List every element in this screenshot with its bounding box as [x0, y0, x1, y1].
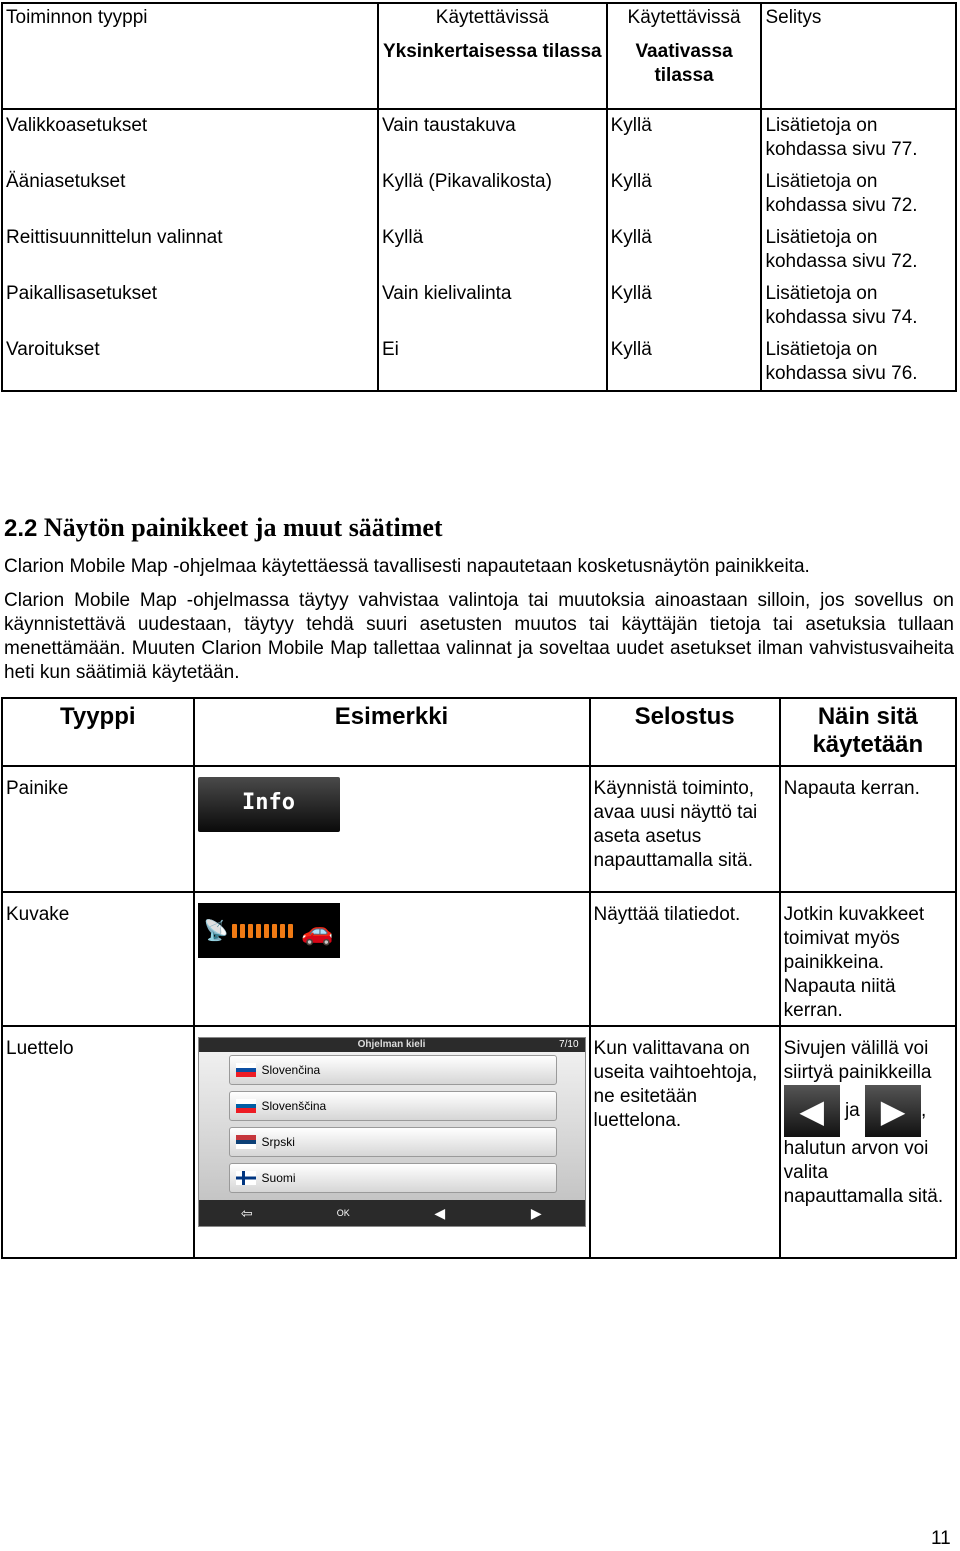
header-simple-top: Käytettävissä [435, 7, 549, 28]
example-cell [194, 892, 590, 1026]
row-desc: Kun valittavana on useita vaihtoehtoja, ne esitetään luettelona. [590, 1026, 780, 1258]
back-arrow-icon[interactable]: ⇦ [240, 1205, 253, 1221]
feature-availability-table [1, 2, 957, 392]
header-usage: Näin sitä käytetään [780, 698, 956, 766]
row-advanced: Kyllä [607, 334, 762, 391]
list-item-label: Slovenčina [261, 1063, 321, 1077]
list-item[interactable] [229, 1163, 557, 1193]
previous-page-icon[interactable]: ◀ [784, 1085, 840, 1137]
intro-paragraph: Clarion Mobile Map -ohjelmaa käytettäessä tavallisesti napautetaan kosketusnäytön painikkeita. [4, 556, 810, 577]
list-bottom-bar [199, 1200, 585, 1226]
row-simple: Kyllä (Pikavalikosta) [378, 166, 607, 222]
list-item-label: Slovenščina [261, 1099, 327, 1113]
car-icon: 🚗 [301, 915, 334, 946]
table-row [2, 166, 956, 222]
signal-bars-icon [232, 924, 293, 938]
row-type: Painike [2, 766, 194, 892]
table-row [2, 109, 956, 166]
header-type: Tyyppi [2, 698, 194, 766]
table-row [2, 1026, 956, 1258]
row-simple: Kyllä [378, 222, 607, 278]
next-page-icon[interactable]: ▶ [865, 1085, 921, 1137]
row-type: Ääniasetukset [2, 166, 378, 222]
usage-text-after: halutun arvon voi valita napauttamalla sitä. [783, 1138, 944, 1207]
language-list-screenshot [198, 1037, 586, 1227]
row-usage [780, 1026, 956, 1258]
list-item-label: Srpski [261, 1135, 295, 1149]
row-type: Paikallisasetukset [2, 278, 378, 334]
row-advanced: Kyllä [607, 278, 762, 334]
row-simple: Vain taustakuva [378, 109, 607, 166]
finnish-flag-icon [236, 1171, 256, 1185]
header-advanced-bottom: Vaativassa tilassa [635, 41, 733, 86]
info-button[interactable] [198, 777, 340, 832]
row-type: Kuvake [2, 892, 194, 1026]
row-usage: Jotkin kuvakkeet toimivat myös painikkeina. Napauta niitä kerran. [780, 892, 956, 1026]
list-item[interactable] [229, 1127, 557, 1157]
section-heading [4, 513, 443, 544]
info-button-label: Info [242, 789, 295, 815]
row-simple: Ei [378, 334, 607, 391]
table-row [2, 766, 956, 892]
header-simple [378, 3, 607, 109]
slovak-flag-icon [236, 1063, 256, 1077]
row-usage: Napauta kerran. [780, 766, 956, 892]
usage-text-before: Sivujen välillä voi siirtyä painikkeilla [783, 1038, 932, 1083]
header-simple-bottom: Yksinkertaisessa tilassa [382, 41, 602, 62]
row-advanced: Kyllä [607, 166, 762, 222]
header-desc: Selostus [590, 698, 780, 766]
header-example: Esimerkki [194, 698, 590, 766]
list-item[interactable] [229, 1091, 557, 1121]
row-desc: Lisätietoja on kohdassa sivu 76. [761, 334, 956, 391]
row-desc: Lisätietoja on kohdassa sivu 72. [761, 166, 956, 222]
header-desc: Selitys [761, 3, 956, 109]
header-type: Toiminnon tyyppi [2, 3, 378, 109]
list-item-label: Suomi [261, 1171, 296, 1185]
slovenian-flag-icon [236, 1099, 256, 1113]
table-row [2, 334, 956, 391]
table-row [2, 278, 956, 334]
row-type: Varoitukset [2, 334, 378, 391]
row-advanced: Kyllä [607, 109, 762, 166]
table-row [2, 222, 956, 278]
controls-table [1, 697, 957, 1259]
status-icon-bar [198, 903, 340, 958]
row-type: Valikkoasetukset [2, 109, 378, 166]
row-type: Luettelo [2, 1026, 194, 1258]
row-desc: Näyttää tilatiedot. [590, 892, 780, 1026]
example-cell [194, 1026, 590, 1258]
serbian-flag-icon [236, 1135, 256, 1149]
list-title: Ohjelman kieli [199, 1038, 585, 1052]
section-title: Näytön painikkeet ja muut säätimet [43, 513, 443, 542]
table-row [2, 892, 956, 1026]
list-page-count: 7/10 [559, 1039, 579, 1050]
table-header-row [2, 698, 956, 766]
row-simple: Vain kielivalinta [378, 278, 607, 334]
table-header-row [2, 3, 956, 109]
previous-page-icon[interactable]: ◀ [434, 1205, 446, 1221]
row-desc: Lisätietoja on kohdassa sivu 77. [761, 109, 956, 166]
next-page-icon[interactable]: ▶ [530, 1205, 542, 1221]
row-type: Reittisuunnittelun valinnat [2, 222, 378, 278]
section-number: 2.2 [4, 515, 38, 542]
list-item[interactable] [229, 1055, 557, 1085]
confirmation-paragraph: Clarion Mobile Map -ohjelmassa täytyy vahvistaa valintoja tai muutoksia ainoastaan silloin, jos sovellus on käynnistettävä uudestaan, täytyy tehdä suuri asetusten muutos tai käyttäjän tietoja tai asetuksia tullaan menettämään. Muuten Clarion Mobile Map tallettaa valinnat ja soveltaa uudet asetukset ilman vahvistusvaiheita heti kun säätimiä käytetään. [4, 590, 954, 683]
page-number: 11 [931, 1528, 951, 1549]
row-desc: Käynnistä toiminto, avaa uusi näyttö tai aseta asetus napauttamalla sitä. [590, 766, 780, 892]
ok-button[interactable]: OK [336, 1208, 350, 1218]
header-advanced [607, 3, 762, 109]
satellite-icon: 📡 [203, 919, 229, 942]
usage-and: ja [844, 1100, 860, 1122]
header-advanced-top: Käytettävissä [627, 7, 741, 28]
usage-comma: , [921, 1100, 927, 1122]
row-desc: Lisätietoja on kohdassa sivu 74. [761, 278, 956, 334]
row-advanced: Kyllä [607, 222, 762, 278]
row-desc: Lisätietoja on kohdassa sivu 72. [761, 222, 956, 278]
example-cell [194, 766, 590, 892]
